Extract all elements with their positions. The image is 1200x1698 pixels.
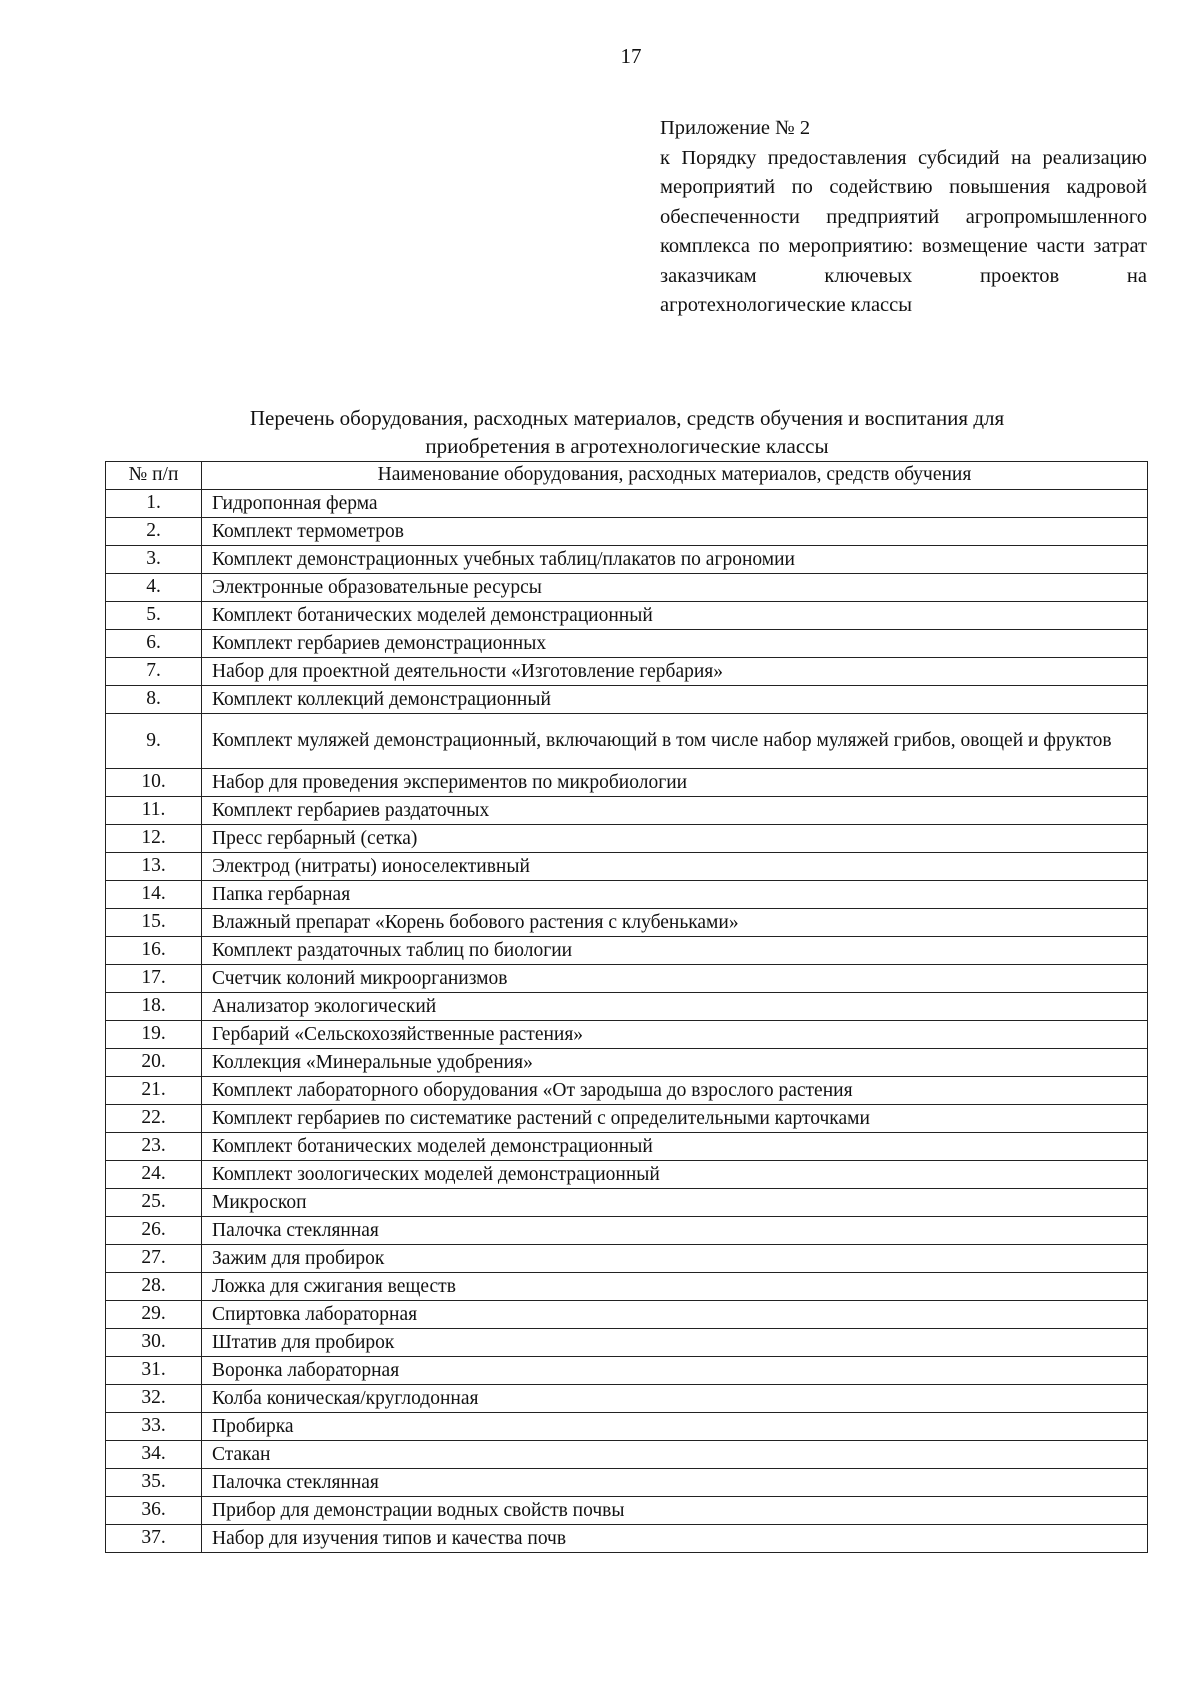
row-number: 26. bbox=[106, 1216, 202, 1244]
row-item-name: Гербарий «Сельскохозяйственные растения» bbox=[202, 1020, 1148, 1048]
row-number: 24. bbox=[106, 1160, 202, 1188]
appendix-text: к Порядку предоставления субсидий на реализацию мероприятий по содействию повышения кадровой обеспеченности предприятий агропромышленного комплекса по мероприятию: возмещение части затрат заказчикам ключевых проектов на агротехнологические классы bbox=[660, 146, 1147, 316]
list-title-line-1: Перечень оборудования, расходных материалов, средств обучения и воспитания для bbox=[249, 406, 1005, 430]
table-row bbox=[106, 1020, 1148, 1048]
table-row bbox=[106, 713, 1148, 768]
row-number: 8. bbox=[106, 685, 202, 713]
table-body bbox=[106, 489, 1148, 1552]
table-row bbox=[106, 1524, 1148, 1552]
row-number: 20. bbox=[106, 1048, 202, 1076]
table-row bbox=[106, 992, 1148, 1020]
row-item-name: Папка гербарная bbox=[202, 880, 1148, 908]
row-number: 4. bbox=[106, 573, 202, 601]
row-item-name: Комплект демонстрационных учебных таблиц/плакатов по агрономии bbox=[202, 545, 1148, 573]
row-item-name: Пресс гербарный (сетка) bbox=[202, 824, 1148, 852]
row-number: 33. bbox=[106, 1412, 202, 1440]
row-number: 7. bbox=[106, 657, 202, 685]
table-row bbox=[106, 1440, 1148, 1468]
row-number: 5. bbox=[106, 601, 202, 629]
row-number: 30. bbox=[106, 1328, 202, 1356]
header-number: № п/п bbox=[106, 462, 202, 490]
row-item-name: Набор для изучения типов и качества почв bbox=[202, 1524, 1148, 1552]
table-row bbox=[106, 768, 1148, 796]
row-item-name: Пробирка bbox=[202, 1412, 1148, 1440]
row-number: 15. bbox=[106, 908, 202, 936]
row-item-name: Комплект гербариев по систематике растений с определительными карточками bbox=[202, 1104, 1148, 1132]
table-row bbox=[106, 1356, 1148, 1384]
row-number: 25. bbox=[106, 1188, 202, 1216]
row-number: 2. bbox=[106, 517, 202, 545]
row-item-name: Анализатор экологический bbox=[202, 992, 1148, 1020]
row-item-name: Гидропонная ферма bbox=[202, 489, 1148, 517]
row-number: 22. bbox=[106, 1104, 202, 1132]
row-number: 13. bbox=[106, 852, 202, 880]
table-row bbox=[106, 852, 1148, 880]
row-item-name: Комплект лабораторного оборудования «От зародыша до взрослого растения bbox=[202, 1076, 1148, 1104]
table-row bbox=[106, 1216, 1148, 1244]
table-row bbox=[106, 1300, 1148, 1328]
row-item-name: Колба коническая/круглодонная bbox=[202, 1384, 1148, 1412]
row-number: 37. bbox=[106, 1524, 202, 1552]
table-row bbox=[106, 629, 1148, 657]
row-number: 36. bbox=[106, 1496, 202, 1524]
row-item-name: Прибор для демонстрации водных свойств почвы bbox=[202, 1496, 1148, 1524]
table-row bbox=[106, 545, 1148, 573]
table-row bbox=[106, 880, 1148, 908]
page-number: 17 bbox=[620, 44, 642, 68]
row-number: 10. bbox=[106, 768, 202, 796]
row-item-name: Комплект ботанических моделей демонстрационный bbox=[202, 1132, 1148, 1160]
row-number: 1. bbox=[106, 489, 202, 517]
table-row bbox=[106, 517, 1148, 545]
table-row bbox=[106, 1468, 1148, 1496]
row-item-name: Влажный препарат «Корень бобового растения с клубеньками» bbox=[202, 908, 1148, 936]
row-number: 23. bbox=[106, 1132, 202, 1160]
row-number: 11. bbox=[106, 796, 202, 824]
table-row bbox=[106, 489, 1148, 517]
row-number: 32. bbox=[106, 1384, 202, 1412]
table-row bbox=[106, 936, 1148, 964]
table-row bbox=[106, 964, 1148, 992]
table-row bbox=[106, 1160, 1148, 1188]
row-number: 35. bbox=[106, 1468, 202, 1496]
table-row bbox=[106, 1132, 1148, 1160]
row-number: 14. bbox=[106, 880, 202, 908]
row-item-name: Ложка для сжигания веществ bbox=[202, 1272, 1148, 1300]
row-item-name: Штатив для пробирок bbox=[202, 1328, 1148, 1356]
list-title bbox=[106, 404, 1148, 460]
row-item-name: Палочка стеклянная bbox=[202, 1468, 1148, 1496]
row-number: 29. bbox=[106, 1300, 202, 1328]
table-row bbox=[106, 657, 1148, 685]
row-number: 27. bbox=[106, 1244, 202, 1272]
row-item-name: Комплект гербариев раздаточных bbox=[202, 796, 1148, 824]
row-item-name: Комплект гербариев демонстрационных bbox=[202, 629, 1148, 657]
row-number: 6. bbox=[106, 629, 202, 657]
row-number: 12. bbox=[106, 824, 202, 852]
table-row bbox=[106, 1384, 1148, 1412]
table-row bbox=[106, 1328, 1148, 1356]
table-row bbox=[106, 1076, 1148, 1104]
table-row bbox=[106, 1496, 1148, 1524]
row-item-name: Коллекция «Минеральные удобрения» bbox=[202, 1048, 1148, 1076]
row-number: 19. bbox=[106, 1020, 202, 1048]
row-number: 34. bbox=[106, 1440, 202, 1468]
table-row bbox=[106, 573, 1148, 601]
row-item-name: Набор для проведения экспериментов по микробиологии bbox=[202, 768, 1148, 796]
row-item-name: Комплект ботанических моделей демонстрационный bbox=[202, 601, 1148, 629]
equipment-table bbox=[105, 461, 1148, 1553]
row-number: 18. bbox=[106, 992, 202, 1020]
row-item-name: Набор для проектной деятельности «Изготовление гербария» bbox=[202, 657, 1148, 685]
table-header-row bbox=[106, 462, 1148, 490]
table-row bbox=[106, 1412, 1148, 1440]
appendix-block bbox=[660, 114, 1147, 321]
table-row bbox=[106, 1244, 1148, 1272]
row-number: 9. bbox=[106, 713, 202, 768]
row-item-name: Комплект зоологических моделей демонстрационный bbox=[202, 1160, 1148, 1188]
table-row bbox=[106, 796, 1148, 824]
row-item-name: Комплект муляжей демонстрационный, включающий в том числе набор муляжей грибов, овощей и фруктов bbox=[202, 713, 1148, 768]
row-number: 28. bbox=[106, 1272, 202, 1300]
row-number: 21. bbox=[106, 1076, 202, 1104]
row-item-name: Комплект раздаточных таблиц по биологии bbox=[202, 936, 1148, 964]
table-row bbox=[106, 601, 1148, 629]
table-row bbox=[106, 685, 1148, 713]
row-item-name: Электронные образовательные ресурсы bbox=[202, 573, 1148, 601]
table-row bbox=[106, 1104, 1148, 1132]
row-item-name: Палочка стеклянная bbox=[202, 1216, 1148, 1244]
table-row bbox=[106, 824, 1148, 852]
row-item-name: Спиртовка лабораторная bbox=[202, 1300, 1148, 1328]
appendix-title: Приложение № 2 bbox=[660, 117, 811, 139]
row-item-name: Комплект термометров bbox=[202, 517, 1148, 545]
row-item-name: Электрод (нитраты) ионоселективный bbox=[202, 852, 1148, 880]
table-row bbox=[106, 1048, 1148, 1076]
row-item-name: Стакан bbox=[202, 1440, 1148, 1468]
table-row bbox=[106, 1272, 1148, 1300]
row-number: 17. bbox=[106, 964, 202, 992]
row-item-name: Счетчик колоний микроорганизмов bbox=[202, 964, 1148, 992]
row-item-name: Зажим для пробирок bbox=[202, 1244, 1148, 1272]
row-number: 16. bbox=[106, 936, 202, 964]
header-name: Наименование оборудования, расходных материалов, средств обучения bbox=[202, 462, 1148, 490]
row-number: 31. bbox=[106, 1356, 202, 1384]
table-row bbox=[106, 1188, 1148, 1216]
table-row bbox=[106, 908, 1148, 936]
list-title-line-2: приобретения в агротехнологические классы bbox=[425, 434, 829, 458]
row-number: 3. bbox=[106, 545, 202, 573]
row-item-name: Комплект коллекций демонстрационный bbox=[202, 685, 1148, 713]
row-item-name: Воронка лабораторная bbox=[202, 1356, 1148, 1384]
row-item-name: Микроскоп bbox=[202, 1188, 1148, 1216]
